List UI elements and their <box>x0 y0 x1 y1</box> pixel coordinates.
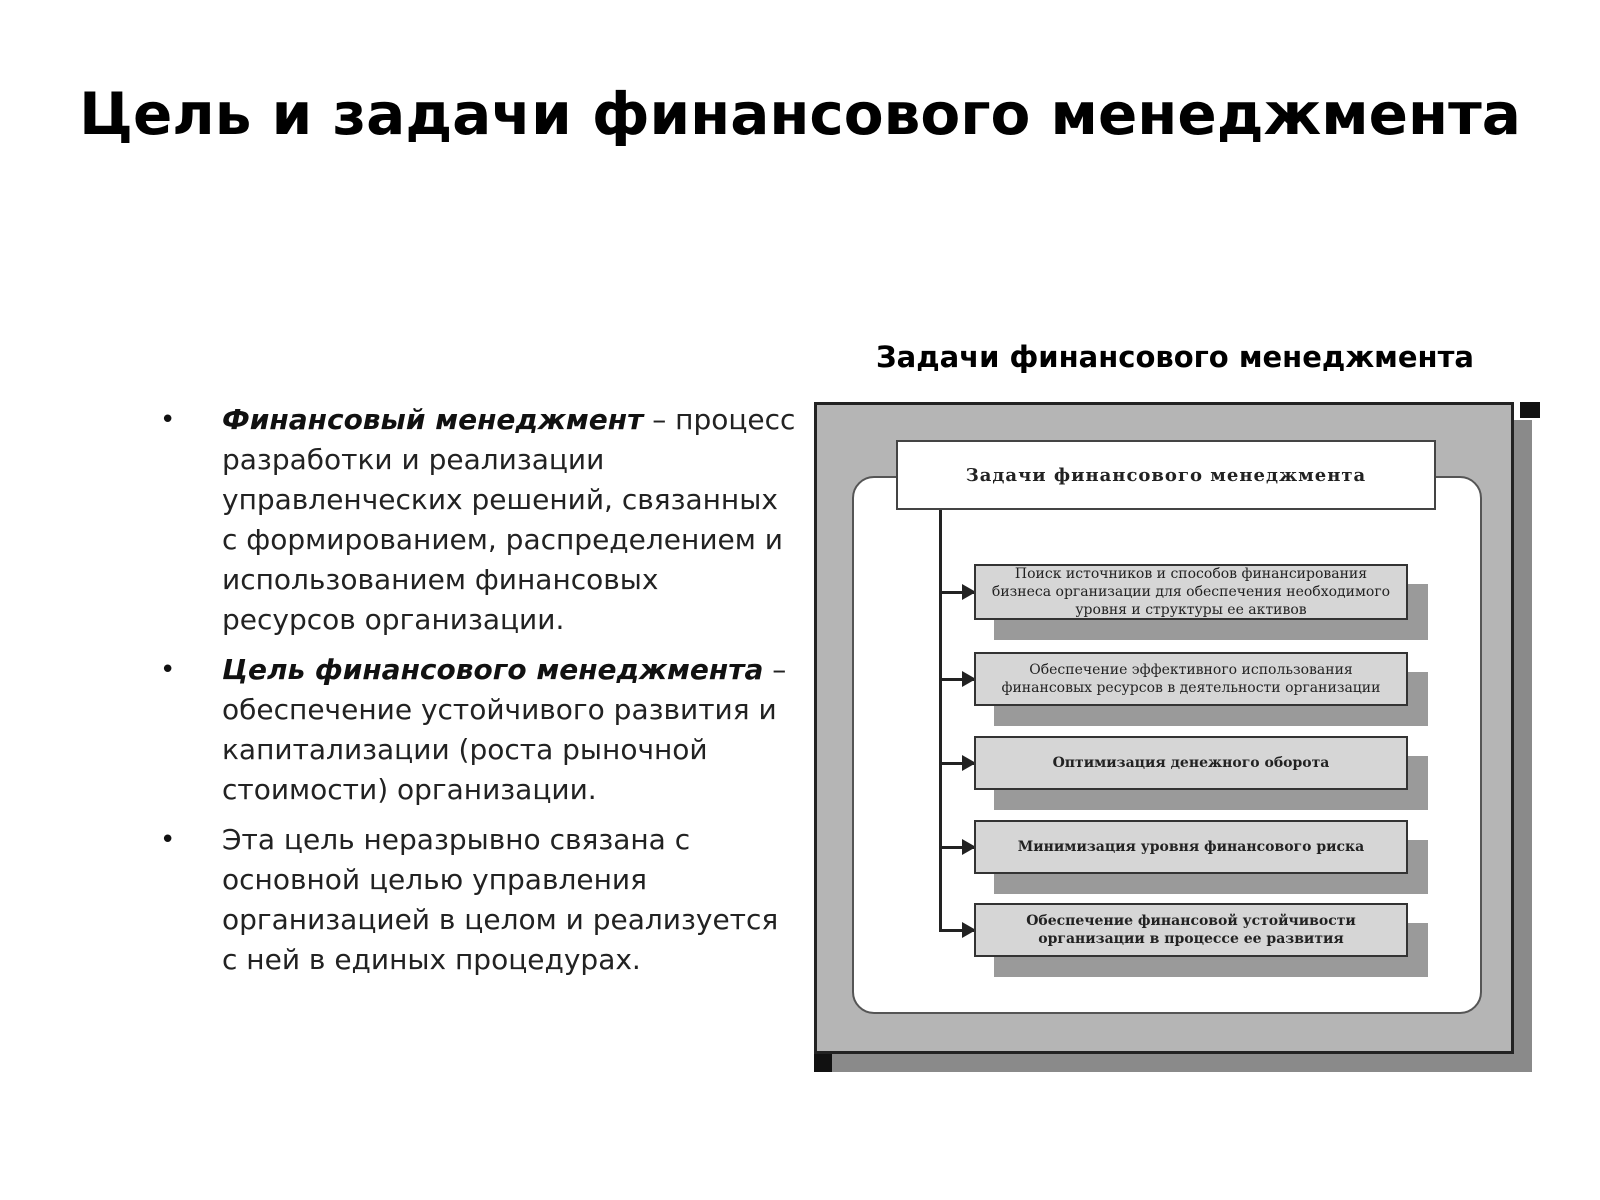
task-label: Минимизация уровня финансового риска <box>974 820 1408 874</box>
slide-title: Цель и задачи финансового менеджмента <box>79 80 1521 148</box>
bullet-icon: • <box>160 655 176 685</box>
bullet-text: – обеспечение устойчивого развития и капитализации (роста рыночной стоимости) организации. <box>222 653 787 806</box>
task-node <box>974 820 1408 874</box>
arrow-icon <box>939 929 974 932</box>
bullet-term: Цель финансового менеджмента <box>222 653 764 686</box>
bullet-term: Финансовый менеджмент <box>222 403 644 436</box>
bullet-item <box>158 400 798 640</box>
task-node <box>974 652 1408 706</box>
bullet-item <box>158 650 798 810</box>
diagram-heading: Задачи финансового менеджмента <box>876 340 1474 374</box>
bullet-text: Эта цель неразрывно связана с основной целью управления организацией в целом и реализуется с ней в единых процедурах. <box>222 823 779 976</box>
arrow-icon <box>939 846 974 849</box>
task-label: Оптимизация денежного оборота <box>974 736 1408 790</box>
diagram-title-box: Задачи финансового менеджмента <box>896 440 1436 510</box>
connector-trunk <box>939 510 942 930</box>
task-node <box>974 564 1408 620</box>
bullet-item <box>158 820 798 980</box>
task-label: Обеспечение эффективного использования финансовых ресурсов в деятельности организации <box>974 652 1408 706</box>
task-label: Обеспечение финансовой устойчивости организации в процессе ее развития <box>974 903 1408 957</box>
arrow-icon <box>939 591 974 594</box>
bullet-icon: • <box>160 825 176 855</box>
task-node <box>974 903 1408 957</box>
frame-corner <box>1520 402 1540 418</box>
bullet-icon: • <box>160 405 176 435</box>
task-label: Поиск источников и способов финансирования бизнеса организации для обеспечения необходимого уровня и структуры ее активов <box>974 564 1408 620</box>
arrow-icon <box>939 762 974 765</box>
arrow-icon <box>939 678 974 681</box>
bullet-text: – процесс разработки и реализации управленческих решений, связанных с формированием, распределением и использованием финансовых ресурсов организации. <box>222 403 796 636</box>
task-node <box>974 736 1408 790</box>
frame-corner <box>814 1054 832 1072</box>
bullet-list <box>158 400 798 990</box>
